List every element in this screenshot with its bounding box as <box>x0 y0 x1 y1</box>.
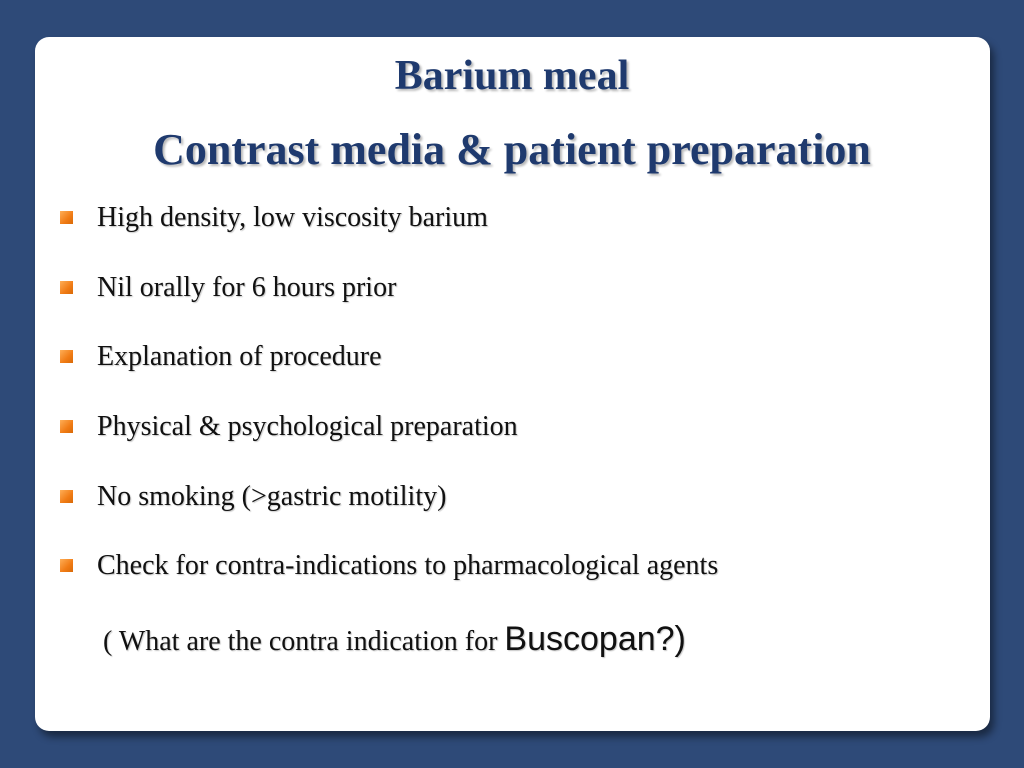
bullet-item <box>60 477 960 517</box>
square-bullet-icon <box>60 420 73 433</box>
bullet-item <box>60 337 960 377</box>
bullet-text: High density, low viscosity barium <box>97 202 488 233</box>
bullet-text: Physical & psychological preparation <box>97 411 518 442</box>
square-bullet-icon <box>60 490 73 503</box>
slide-subtitle: Contrast media & patient preparation <box>153 125 871 174</box>
slide-title: Barium meal <box>394 53 630 99</box>
square-bullet-icon <box>60 281 73 294</box>
square-bullet-icon <box>60 559 73 572</box>
question-note-emphasis: Buscopan?) <box>504 620 686 658</box>
bullet-item <box>60 546 960 586</box>
question-note <box>103 620 686 659</box>
bullet-item <box>60 407 960 447</box>
bullet-text: Check for contra-indications to pharmacological agents <box>97 550 719 581</box>
bullet-item <box>60 198 960 238</box>
bullet-text: No smoking (>gastric motility) <box>97 481 447 512</box>
bullet-text: Nil orally for 6 hours prior <box>97 272 397 303</box>
bullet-text: Explanation of procedure <box>97 341 382 372</box>
square-bullet-icon <box>60 211 73 224</box>
square-bullet-icon <box>60 350 73 363</box>
question-note-text: ( What are the contra indication for <box>103 626 505 657</box>
bullet-item <box>60 268 960 308</box>
